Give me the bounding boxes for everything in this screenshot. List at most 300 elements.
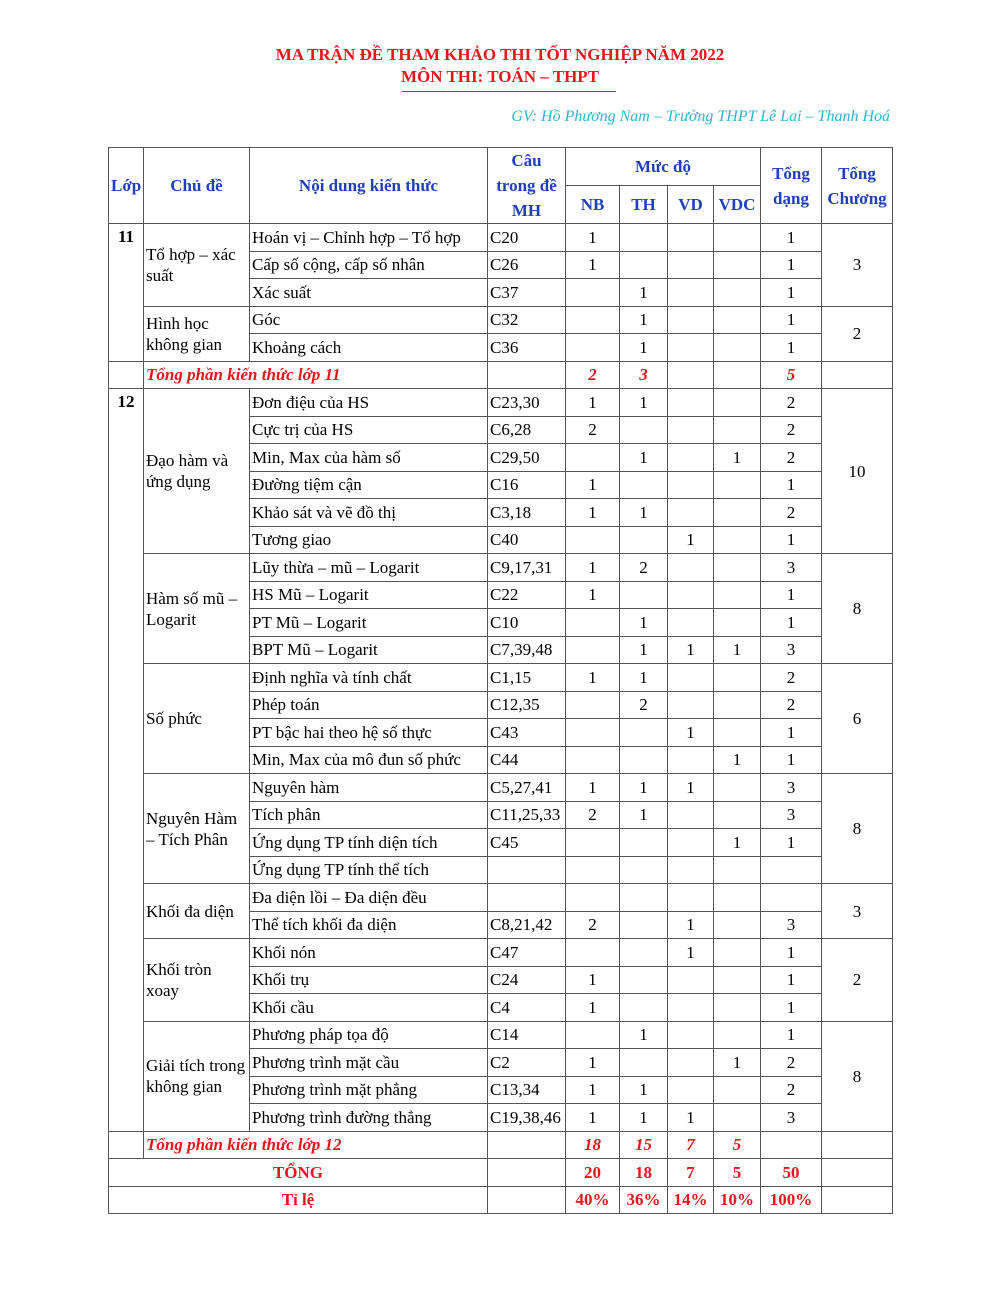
th-cell: 1 <box>620 801 668 829</box>
summary-blank <box>822 361 893 389</box>
question-cell: C9,17,31 <box>488 554 566 582</box>
question-cell: C2 <box>488 1049 566 1077</box>
total-type-cell: 1 <box>761 224 822 252</box>
summary-blank <box>822 1131 893 1159</box>
col-vdc: VDC <box>714 186 761 224</box>
content-cell: Nguyên hàm <box>250 774 488 802</box>
content-cell: Phương trình mặt phẳng <box>250 1076 488 1104</box>
total-chapter-cell: 2 <box>822 306 893 361</box>
vdc-cell <box>714 719 761 747</box>
question-cell: C1,15 <box>488 664 566 692</box>
th-cell <box>620 719 668 747</box>
topic-cell: Hình học không gian <box>144 306 250 361</box>
question-cell: C43 <box>488 719 566 747</box>
vd-cell <box>668 609 714 637</box>
vdc-cell <box>714 939 761 967</box>
vdc-cell <box>714 581 761 609</box>
topic-cell: Hàm số mũ – Logarit <box>144 554 250 664</box>
vdc-cell <box>714 966 761 994</box>
vd-cell: 1 <box>668 774 714 802</box>
th-cell: 1 <box>620 664 668 692</box>
question-cell: C37 <box>488 279 566 307</box>
nb-cell: 1 <box>566 1049 620 1077</box>
question-cell: C45 <box>488 829 566 857</box>
th-cell: 1 <box>620 609 668 637</box>
nb-cell <box>566 746 620 774</box>
summary-total <box>761 1131 822 1159</box>
vd-cell <box>668 279 714 307</box>
topic-cell: Số phức <box>144 664 250 774</box>
content-cell: Hoán vị – Chỉnh hợp – Tổ hợp <box>250 224 488 252</box>
nb-cell <box>566 609 620 637</box>
summary-label: Tổng phần kiến thức lớp 11 <box>144 361 488 389</box>
summary-th: 3 <box>620 361 668 389</box>
question-cell: C8,21,42 <box>488 911 566 939</box>
total-type-cell: 2 <box>761 444 822 472</box>
summary-blank <box>488 1131 566 1159</box>
th-cell: 1 <box>620 1104 668 1132</box>
nb-cell <box>566 939 620 967</box>
th-cell <box>620 829 668 857</box>
summary-blank <box>488 361 566 389</box>
table-row <box>109 224 893 252</box>
vd-cell <box>668 994 714 1022</box>
nb-cell: 1 <box>566 581 620 609</box>
question-cell: C11,25,33 <box>488 801 566 829</box>
total-type-cell: 1 <box>761 994 822 1022</box>
summary-th: 15 <box>620 1131 668 1159</box>
question-cell: C23,30 <box>488 389 566 417</box>
summary-vd <box>668 361 714 389</box>
total-type-cell <box>761 884 822 912</box>
total-th: 18 <box>620 1159 668 1187</box>
nb-cell: 1 <box>566 966 620 994</box>
question-cell: C22 <box>488 581 566 609</box>
question-cell <box>488 884 566 912</box>
col-lop: Lớp <box>109 148 144 224</box>
vd-cell <box>668 966 714 994</box>
vd-cell <box>668 581 714 609</box>
question-cell <box>488 856 566 884</box>
vd-cell <box>668 416 714 444</box>
vd-cell <box>668 1021 714 1049</box>
topic-cell: Nguyên Hàm – Tích Phân <box>144 774 250 884</box>
vd-cell <box>668 1049 714 1077</box>
th-cell: 1 <box>620 1076 668 1104</box>
vd-cell <box>668 691 714 719</box>
total-vd: 7 <box>668 1159 714 1187</box>
vdc-cell <box>714 224 761 252</box>
nb-cell: 1 <box>566 554 620 582</box>
col-vd: VD <box>668 186 714 224</box>
th-cell <box>620 994 668 1022</box>
ratio-label: Tỉ lệ <box>109 1186 488 1214</box>
vd-cell <box>668 334 714 362</box>
ratio-th: 36% <box>620 1186 668 1214</box>
col-chude: Chủ đề <box>144 148 250 224</box>
summary-nb: 2 <box>566 361 620 389</box>
total-vdc: 5 <box>714 1159 761 1187</box>
vd-cell <box>668 251 714 279</box>
content-cell: Phương pháp tọa độ <box>250 1021 488 1049</box>
topic-cell: Khối tròn xoay <box>144 939 250 1022</box>
question-cell: C7,39,48 <box>488 636 566 664</box>
content-cell: Phép toán <box>250 691 488 719</box>
content-cell: HS Mũ – Logarit <box>250 581 488 609</box>
vdc-cell <box>714 1021 761 1049</box>
question-cell: C29,50 <box>488 444 566 472</box>
ratio-total: 100% <box>761 1186 822 1214</box>
total-blank <box>822 1159 893 1187</box>
content-cell: Phương trình đường thẳng <box>250 1104 488 1132</box>
content-cell: Khối cầu <box>250 994 488 1022</box>
vd-cell: 1 <box>668 911 714 939</box>
vd-cell: 1 <box>668 939 714 967</box>
matrix-table <box>108 147 893 1214</box>
vdc-cell <box>714 251 761 279</box>
topic-cell: Khối đa diện <box>144 884 250 939</box>
th-cell <box>620 526 668 554</box>
nb-cell: 1 <box>566 1076 620 1104</box>
vd-cell <box>668 664 714 692</box>
nb-cell <box>566 829 620 857</box>
topic-cell: Tổ hợp – xác suất <box>144 224 250 307</box>
vdc-cell <box>714 1104 761 1132</box>
content-cell: Lũy thừa – mũ – Logarit <box>250 554 488 582</box>
vdc-cell <box>714 774 761 802</box>
vdc-cell <box>714 884 761 912</box>
th-cell: 2 <box>620 691 668 719</box>
question-cell: C14 <box>488 1021 566 1049</box>
ratio-row <box>109 1186 893 1214</box>
total-chapter-cell: 3 <box>822 884 893 939</box>
nb-cell: 2 <box>566 416 620 444</box>
total-type-cell: 3 <box>761 911 822 939</box>
vd-cell <box>668 829 714 857</box>
question-cell: C20 <box>488 224 566 252</box>
total-chapter-cell: 8 <box>822 774 893 884</box>
total-type-cell: 3 <box>761 554 822 582</box>
title-underline <box>402 91 616 92</box>
total-type-cell: 1 <box>761 746 822 774</box>
total-type-cell: 1 <box>761 526 822 554</box>
content-cell: Ứng dụng TP tính thể tích <box>250 856 488 884</box>
content-cell: Xác suất <box>250 279 488 307</box>
nb-cell <box>566 636 620 664</box>
col-th: TH <box>620 186 668 224</box>
total-type-cell: 2 <box>761 691 822 719</box>
vd-cell <box>668 389 714 417</box>
col-noidung: Nội dung kiến thức <box>250 148 488 224</box>
content-cell: Min, Max của mô đun số phức <box>250 746 488 774</box>
author-line: GV: Hồ Phương Nam – Trường THPT Lê Lai – Thanh Hoá <box>511 108 890 125</box>
ratio-blank <box>488 1186 566 1214</box>
vdc-cell <box>714 554 761 582</box>
total-label: TỔNG <box>109 1159 488 1187</box>
vdc-cell: 1 <box>714 746 761 774</box>
question-cell: C4 <box>488 994 566 1022</box>
summary-vdc: 5 <box>714 1131 761 1159</box>
content-cell: Định nghĩa và tính chất <box>250 664 488 692</box>
vd-cell <box>668 801 714 829</box>
th-cell <box>620 416 668 444</box>
th-cell <box>620 224 668 252</box>
summary-label: Tổng phần kiến thức lớp 12 <box>144 1131 488 1159</box>
content-cell: Thể tích khối đa diện <box>250 911 488 939</box>
table-body <box>109 224 893 1214</box>
vd-cell <box>668 884 714 912</box>
summary-vd: 7 <box>668 1131 714 1159</box>
vdc-cell <box>714 389 761 417</box>
th-cell: 2 <box>620 554 668 582</box>
content-cell: Khối trụ <box>250 966 488 994</box>
th-cell <box>620 884 668 912</box>
table-row <box>109 774 893 802</box>
total-type-cell: 3 <box>761 636 822 664</box>
vdc-cell: 1 <box>714 829 761 857</box>
vdc-cell <box>714 416 761 444</box>
total-type-cell: 2 <box>761 664 822 692</box>
vdc-cell <box>714 306 761 334</box>
total-type-cell: 1 <box>761 829 822 857</box>
summary-blank <box>109 1131 144 1159</box>
total-type-cell: 1 <box>761 609 822 637</box>
content-cell: Ứng dụng TP tính diện tích <box>250 829 488 857</box>
vdc-cell <box>714 499 761 527</box>
table-row <box>109 389 893 417</box>
summary-vdc <box>714 361 761 389</box>
vdc-cell: 1 <box>714 1049 761 1077</box>
vdc-cell <box>714 801 761 829</box>
total-chapter-cell: 6 <box>822 664 893 774</box>
vd-cell <box>668 224 714 252</box>
table-row <box>109 664 893 692</box>
total-type-cell: 1 <box>761 471 822 499</box>
th-cell: 1 <box>620 499 668 527</box>
nb-cell <box>566 1021 620 1049</box>
title-line-2: MÔN THI: TOÁN – THPT <box>400 67 600 86</box>
nb-cell <box>566 306 620 334</box>
table-row <box>109 1021 893 1049</box>
nb-cell <box>566 526 620 554</box>
total-type-cell: 1 <box>761 581 822 609</box>
total-type-cell: 1 <box>761 966 822 994</box>
total-type-cell: 2 <box>761 389 822 417</box>
table-row <box>109 306 893 334</box>
nb-cell: 2 <box>566 911 620 939</box>
question-cell: C24 <box>488 966 566 994</box>
vdc-cell <box>714 471 761 499</box>
vdc-cell <box>714 526 761 554</box>
summary-row <box>109 361 893 389</box>
vdc-cell <box>714 691 761 719</box>
vdc-cell <box>714 1076 761 1104</box>
vd-cell <box>668 471 714 499</box>
nb-cell: 1 <box>566 994 620 1022</box>
th-cell <box>620 1049 668 1077</box>
grade-label: 11 <box>109 224 144 362</box>
question-cell: C12,35 <box>488 691 566 719</box>
ratio-blank <box>822 1186 893 1214</box>
col-tongchuong: Tổng Chương <box>822 148 893 224</box>
content-cell: Tương giao <box>250 526 488 554</box>
nb-cell: 1 <box>566 1104 620 1132</box>
col-tongdang: Tổng dạng <box>761 148 822 224</box>
th-cell <box>620 856 668 884</box>
nb-cell <box>566 334 620 362</box>
total-chapter-cell: 8 <box>822 554 893 664</box>
nb-cell <box>566 856 620 884</box>
content-cell: Min, Max của hàm số <box>250 444 488 472</box>
total-blank <box>488 1159 566 1187</box>
content-cell: Tích phân <box>250 801 488 829</box>
nb-cell <box>566 279 620 307</box>
total-nb: 20 <box>566 1159 620 1187</box>
content-cell: PT bậc hai theo hệ số thực <box>250 719 488 747</box>
total-type-cell: 1 <box>761 719 822 747</box>
vdc-cell: 1 <box>714 444 761 472</box>
total-type-cell: 1 <box>761 279 822 307</box>
th-cell <box>620 911 668 939</box>
total-type-cell <box>761 856 822 884</box>
question-cell: C5,27,41 <box>488 774 566 802</box>
vd-cell <box>668 444 714 472</box>
content-cell: Phương trình mặt cầu <box>250 1049 488 1077</box>
nb-cell: 1 <box>566 664 620 692</box>
summary-nb: 18 <box>566 1131 620 1159</box>
grade-label: 12 <box>109 389 144 1132</box>
total-type-cell: 2 <box>761 1049 822 1077</box>
nb-cell <box>566 884 620 912</box>
total-type-cell: 3 <box>761 801 822 829</box>
summary-blank <box>109 361 144 389</box>
ratio-vdc: 10% <box>714 1186 761 1214</box>
th-cell <box>620 746 668 774</box>
table-row <box>109 884 893 912</box>
th-cell <box>620 471 668 499</box>
th-cell: 1 <box>620 279 668 307</box>
content-cell: Khoảng cách <box>250 334 488 362</box>
total-type-cell: 1 <box>761 939 822 967</box>
th-cell: 1 <box>620 774 668 802</box>
th-cell: 1 <box>620 306 668 334</box>
total-total: 50 <box>761 1159 822 1187</box>
table-header <box>109 148 893 224</box>
content-cell: PT Mũ – Logarit <box>250 609 488 637</box>
table-row <box>109 554 893 582</box>
content-cell: Đa diện lồi – Đa diện đều <box>250 884 488 912</box>
question-cell: C19,38,46 <box>488 1104 566 1132</box>
total-type-cell: 1 <box>761 334 822 362</box>
vd-cell <box>668 746 714 774</box>
summary-total: 5 <box>761 361 822 389</box>
ratio-nb: 40% <box>566 1186 620 1214</box>
vd-cell <box>668 1076 714 1104</box>
topic-cell: Giải tích trong không gian <box>144 1021 250 1131</box>
vdc-cell <box>714 911 761 939</box>
nb-cell <box>566 444 620 472</box>
content-cell: Khảo sát và vẽ đồ thị <box>250 499 488 527</box>
nb-cell <box>566 691 620 719</box>
question-cell: C16 <box>488 471 566 499</box>
total-chapter-cell: 3 <box>822 224 893 307</box>
nb-cell: 1 <box>566 774 620 802</box>
total-type-cell: 1 <box>761 1021 822 1049</box>
question-cell: C10 <box>488 609 566 637</box>
vdc-cell <box>714 334 761 362</box>
question-cell: C36 <box>488 334 566 362</box>
col-mucdo: Mức độ <box>566 148 761 186</box>
question-cell: C44 <box>488 746 566 774</box>
col-cau: Câu trong đề MH <box>488 148 566 224</box>
question-cell: C32 <box>488 306 566 334</box>
th-cell: 1 <box>620 444 668 472</box>
content-cell: BPT Mũ – Logarit <box>250 636 488 664</box>
th-cell: 1 <box>620 636 668 664</box>
col-nb: NB <box>566 186 620 224</box>
content-cell: Khối nón <box>250 939 488 967</box>
question-cell: C3,18 <box>488 499 566 527</box>
title-line-1: MA TRẬN ĐỀ THAM KHẢO THI TỐT NGHIỆP NĂM 2022 <box>275 45 725 64</box>
total-type-cell: 2 <box>761 1076 822 1104</box>
vdc-cell <box>714 994 761 1022</box>
nb-cell: 1 <box>566 499 620 527</box>
question-cell: C13,34 <box>488 1076 566 1104</box>
vdc-cell <box>714 609 761 637</box>
vdc-cell: 1 <box>714 636 761 664</box>
th-cell <box>620 939 668 967</box>
th-cell <box>620 966 668 994</box>
content-cell: Đường tiệm cận <box>250 471 488 499</box>
topic-cell: Đạo hàm và ứng dụng <box>144 389 250 554</box>
total-type-cell: 2 <box>761 416 822 444</box>
vdc-cell <box>714 856 761 884</box>
nb-cell: 1 <box>566 389 620 417</box>
nb-cell <box>566 719 620 747</box>
question-cell: C6,28 <box>488 416 566 444</box>
th-cell <box>620 581 668 609</box>
vd-cell: 1 <box>668 719 714 747</box>
total-type-cell: 1 <box>761 306 822 334</box>
th-cell: 1 <box>620 1021 668 1049</box>
total-chapter-cell: 2 <box>822 939 893 1022</box>
content-cell: Góc <box>250 306 488 334</box>
nb-cell: 1 <box>566 251 620 279</box>
vd-cell <box>668 554 714 582</box>
question-cell: C26 <box>488 251 566 279</box>
total-type-cell: 3 <box>761 1104 822 1132</box>
content-cell: Cực trị của HS <box>250 416 488 444</box>
nb-cell: 2 <box>566 801 620 829</box>
th-cell: 1 <box>620 389 668 417</box>
vd-cell <box>668 306 714 334</box>
total-type-cell: 3 <box>761 774 822 802</box>
total-type-cell: 1 <box>761 251 822 279</box>
th-cell <box>620 251 668 279</box>
vd-cell: 1 <box>668 1104 714 1132</box>
vd-cell: 1 <box>668 636 714 664</box>
nb-cell: 1 <box>566 471 620 499</box>
question-cell: C40 <box>488 526 566 554</box>
table-row <box>109 939 893 967</box>
vd-cell: 1 <box>668 526 714 554</box>
ratio-vd: 14% <box>668 1186 714 1214</box>
content-cell: Đơn điệu của HS <box>250 389 488 417</box>
nb-cell: 1 <box>566 224 620 252</box>
summary-row <box>109 1131 893 1159</box>
vdc-cell <box>714 664 761 692</box>
content-cell: Cấp số cộng, cấp số nhân <box>250 251 488 279</box>
